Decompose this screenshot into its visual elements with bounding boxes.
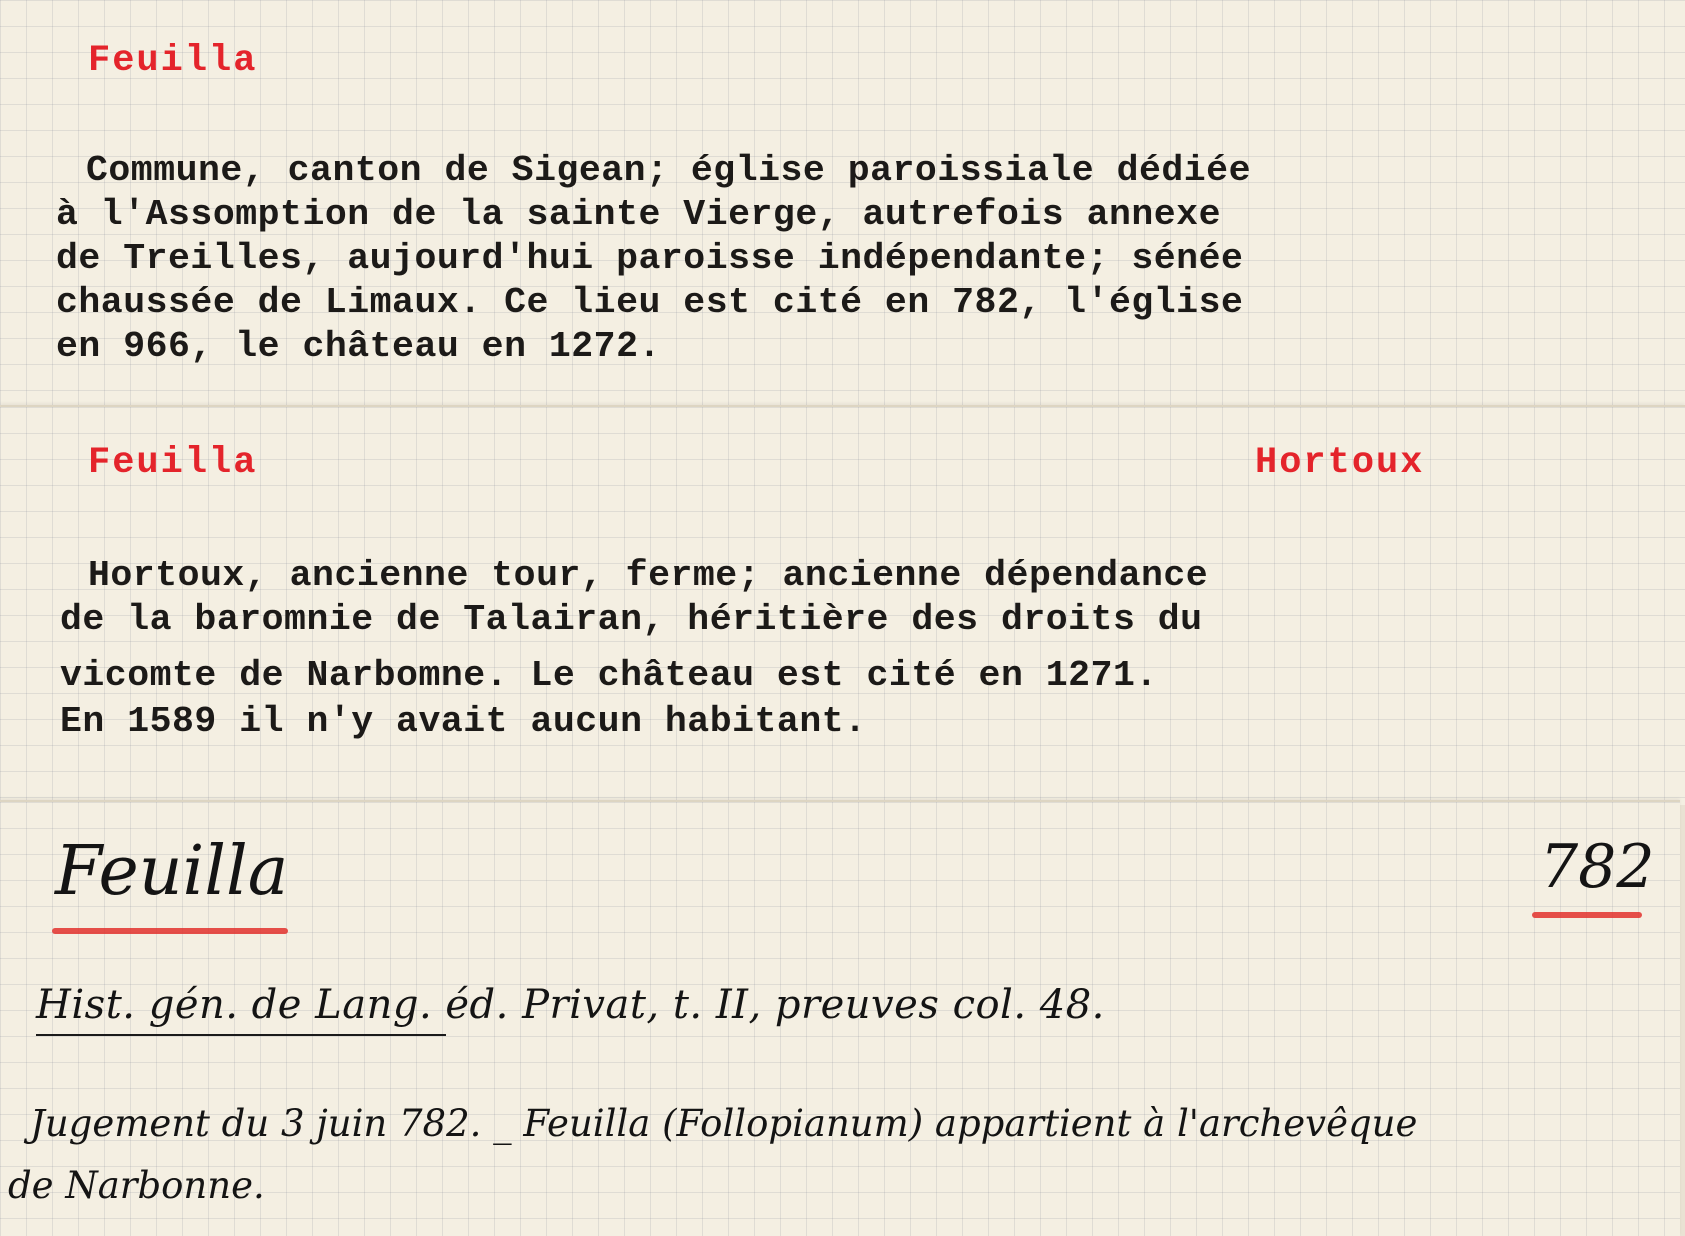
card-line: à l'Assomption de la sainte Vierge, autrefois annexe bbox=[56, 194, 1221, 235]
card-line: en 966, le château en 1272. bbox=[56, 326, 661, 367]
card-heading: Feuilla bbox=[88, 40, 258, 82]
note-line: de Narbonne. bbox=[8, 1164, 265, 1207]
card-heading-left: Feuilla bbox=[88, 442, 258, 484]
source-reference: Hist. gén. de Lang. éd. Privat, t. II, preuves col. 48. bbox=[36, 982, 1105, 1028]
number-red-underline bbox=[1532, 912, 1642, 918]
card-heading-right: Hortoux bbox=[1255, 442, 1425, 484]
card-line: vicomte de Narbomne. Le château est cité en 1271. bbox=[60, 655, 1158, 696]
reference-underline bbox=[36, 1034, 446, 1036]
card-line: de la baromnie de Talairan, héritière des droits du bbox=[60, 599, 1203, 640]
note-line: Jugement du 3 juin 782. _ Feuilla (Follopianum) appartient à l'archevêque bbox=[30, 1102, 1418, 1145]
index-card-commune bbox=[0, 0, 1685, 410]
card-line: En 1589 il n'y avait aucun habitant. bbox=[60, 701, 867, 742]
index-card-handwritten bbox=[0, 800, 1680, 1236]
card-line: Hortoux, ancienne tour, ferme; ancienne dépendance bbox=[88, 555, 1209, 596]
handwritten-number: 782 bbox=[1540, 832, 1655, 902]
heading-red-underline bbox=[52, 928, 288, 934]
card-line: Commune, canton de Sigean; église paroissiale dédiée bbox=[86, 150, 1251, 191]
card-line: de Treilles, aujourd'hui paroisse indépendante; sénée bbox=[56, 238, 1244, 279]
card-line: chaussée de Limaux. Ce lieu est cité en 782, l'église bbox=[56, 282, 1244, 323]
index-card-hortoux bbox=[0, 405, 1685, 805]
handwritten-heading: Feuilla bbox=[55, 832, 289, 911]
